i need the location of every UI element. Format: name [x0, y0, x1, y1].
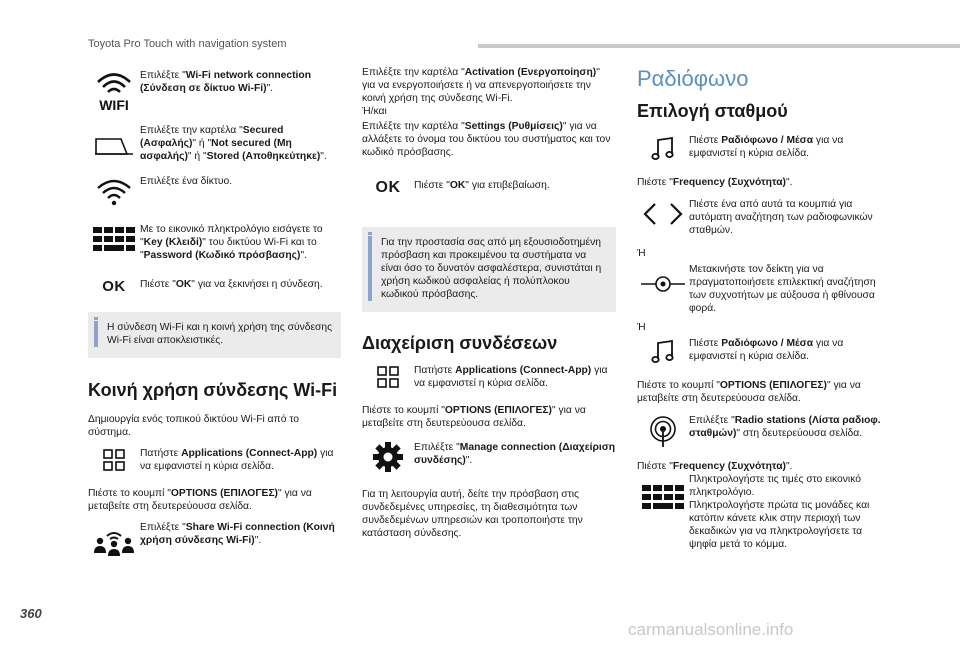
paragraph: Πιέστε το κουμπί "OPTIONS (ΕΠΙΛΟΓΕΣ)" για να μεταβείτε στη δευτερεύουσα σελίδα. [362, 405, 586, 429]
step-text: Πιέστε Ραδιόφωνο / Μέσα για να εμφανιστεί η κύρια σελίδα. [689, 135, 844, 159]
paragraph-or: Ή/και [362, 106, 387, 117]
step-text: Με το εικονικό πληκτρολόγιο εισάγετε το "Key (Κλειδί)" του δικτύου Wi-Fi και το "Password (Κωδικό πρόσβασης)". [140, 224, 323, 261]
section-heading: Κοινή χρήση σύνδεσης Wi-Fi [88, 380, 338, 400]
keyboard-icon [88, 223, 140, 253]
watermark: carmanualsonline.info [628, 620, 794, 639]
step-choose-network [88, 175, 341, 207]
column-middle [362, 66, 616, 540]
step-text: Επιλέξτε "Radio stations (Λίστα ραδιοφ. σταθμών)" στη δευτερεύουσα σελίδα. [689, 415, 881, 439]
paragraph: Επιλέξτε την καρτέλα "Activation (Ενεργοποίηση)" για να ενεργοποιήσετε ή να απενεργοποιήσετε την κοινή χρήση της σύνδεσης Wi-Fi. [362, 67, 600, 104]
column-left [88, 66, 341, 557]
ok-icon: OK [102, 278, 126, 295]
step-connect-app [362, 364, 616, 390]
paragraph: Δημιουργία ενός τοπικού δικτύου Wi-Fi από το σύστημα. [88, 414, 299, 438]
step-text: Πιέστε "OK" για να ξεκινήσει η σύνδεση. [140, 279, 323, 290]
step-radio-stations [637, 414, 889, 448]
running-header: Toyota Pro Touch with navigation system [88, 38, 287, 50]
music-note-icon [637, 134, 689, 162]
paragraph: Πιέστε "Frequency (Συχνότητα)". [637, 461, 793, 472]
info-note: Για την προστασία σας από μη εξουσιοδοτημένη πρόσβαση και προκειμένου τα συστήματα να είναι όσο το δυνατόν ασφαλέστερα, συνιστάται η χρήση κωδικού ασφαλείας ή πολύπλοκου κωδικού πρόσβασης. [362, 227, 616, 312]
chapter-title: Ραδιόφωνο [637, 66, 749, 91]
page-number: 360 [20, 606, 42, 621]
header-rule [478, 44, 960, 48]
step-wifi-network [88, 66, 341, 112]
ok-icon: OK [375, 179, 401, 196]
step-text: Επιλέξτε "Manage connection (Διαχείριση συνδέσης)". [414, 442, 616, 466]
share-users-icon [88, 521, 140, 557]
column-right [637, 66, 889, 551]
step-text: Επιλέξτε "Wi-Fi network connection (Σύνδεση σε δίκτυο Wi-Fi)". [140, 70, 311, 94]
info-bar-icon [368, 236, 372, 301]
paragraph: Επιλέξτε την καρτέλα "Settings (Ρυθμίσεις)" για να αλλάξετε το όνομα του δικτύου του συστήματος και τον κωδικό πρόσβασης. [362, 121, 611, 158]
step-text: Πατήστε Applications (Connect-App) για να εμφανιστεί η κύρια σελίδα. [140, 448, 334, 472]
step-secured-tab [88, 124, 341, 163]
apps-grid-icon [362, 364, 414, 388]
section-heading: Επιλογή σταθμού [637, 101, 788, 121]
info-note: Η σύνδεση Wi-Fi και η κοινή χρήση της σύνδεσης Wi-Fi είναι αποκλειστικές. [88, 312, 341, 358]
step-connect-app [88, 447, 341, 473]
step-text: Επιλέξτε ένα δίκτυο. [140, 176, 233, 187]
step-text: Πατήστε Applications (Connect-App) για να εμφανιστεί η κύρια σελίδα. [414, 365, 608, 389]
radio-station-icon [637, 414, 689, 448]
paragraph: Για τη λειτουργία αυτή, δείτε την πρόσβαση στις συνδεδεμένες υπηρεσίες, τη διαθεσιμότητα των συνδεδεμένων υπηρεσιών και τροποποιήστε την κατάσταση σύνδεσης. [362, 489, 583, 539]
paragraph-or: Ή [637, 322, 646, 333]
tab-icon [88, 124, 140, 156]
slider-cursor-icon [637, 263, 689, 295]
chevrons-left-right-icon [637, 198, 689, 226]
section-heading: Διαχείριση συνδέσεων [362, 333, 558, 353]
step-text: Πιέστε ένα από αυτά τα κουμπιά για αυτόματη αναζήτηση των ραδιοφωνικών σταθμών. [689, 199, 873, 236]
keyboard-icon [637, 473, 689, 511]
step-auto-search [637, 198, 889, 237]
paragraph: Πιέστε το κουμπί "OPTIONS (ΕΠΙΛΟΓΕΣ)" για να μεταβείτε στη δευτερεύουσα σελίδα. [88, 488, 312, 512]
paragraph: Πιέστε "Frequency (Συχνότητα)". [637, 177, 793, 188]
step-text: Πληκτρολογήστε τις τιμές στο εικονικό πληκτρολόγιο. Πληκτρολογήστε πρώτα τις μονάδες και κατόπιν κάνετε κλικ στην περιοχή των δεκαδικών για να πληκτρολογήσετε τα ψηφία μετά το κόμμα. [689, 474, 870, 550]
step-text: Μετακινήστε τον δείκτη για να πραγματοποιήσετε επιλεκτική αναζήτηση των συχνοτήτων με αύξουσα ή φθίνουσα φορά. [689, 264, 876, 314]
paragraph-or: Ή [637, 248, 646, 259]
step-enter-frequency [637, 473, 889, 551]
step-confirm-ok [362, 179, 616, 197]
step-radio-media-2 [637, 337, 889, 365]
step-text: Πιέστε Ραδιόφωνο / Μέσα για να εμφανιστεί η κύρια σελίδα. [689, 338, 844, 362]
step-text: Επιλέξτε "Share Wi-Fi connection (Κοινή χρήση σύνδεσης Wi-Fi)". [140, 522, 335, 546]
music-note-icon [637, 337, 689, 365]
step-text: Πιέστε "OK" για επιβεβαίωση. [414, 180, 550, 191]
svg-text:WIFI: WIFI [99, 97, 129, 112]
step-press-ok [88, 276, 341, 295]
step-manage-connection [362, 438, 616, 474]
step-radio-media [637, 134, 889, 162]
wifi-signal-icon [88, 175, 140, 207]
step-share-wifi [88, 521, 341, 557]
apps-grid-icon [88, 447, 140, 471]
paragraph: Πιέστε το κουμπί "OPTIONS (ΕΠΙΛΟΓΕΣ)" για να μεταβείτε στη δευτερεύουσα σελίδα. [637, 380, 861, 404]
step-text: Επιλέξτε την καρτέλα "Secured (Ασφαλής)" ή "Not secured (Μη ασφαλής)" ή "Stored (Αποθηκεύτηκε)". [140, 125, 327, 162]
gear-icon [362, 438, 414, 474]
step-move-cursor [637, 263, 889, 315]
info-bar-icon [94, 321, 98, 347]
wifi-icon [88, 66, 140, 112]
step-enter-key [88, 223, 341, 262]
